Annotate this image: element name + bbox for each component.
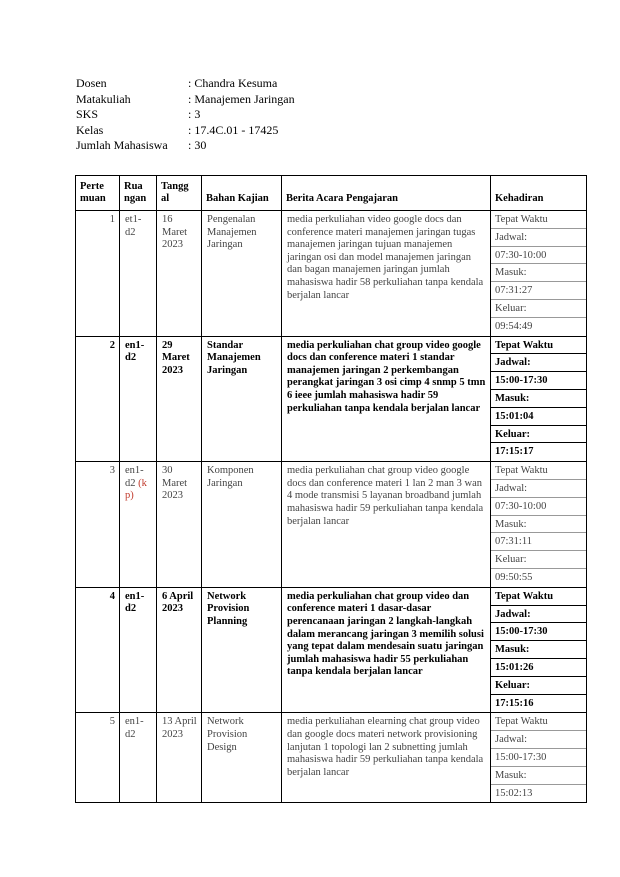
bahan-kajian-cell: Standar Manajemen Jaringan <box>202 336 282 462</box>
table-row <box>76 211 587 337</box>
col-header-ruangan: Rua ngan <box>120 176 157 211</box>
kehadiran-line: 07:30-10:00 <box>491 247 586 265</box>
tanggal-cell: 6 April 2023 <box>157 587 202 713</box>
kehadiran-line: Masuk: <box>491 264 586 282</box>
info-row-jumlah-mahasiswa <box>76 138 295 154</box>
kehadiran-line: Jadwal: <box>491 229 586 247</box>
table-row <box>76 336 587 462</box>
berita-acara-cell: media perkuliahan chat group video dan conference materi 1 dasar-dasar perencanaan jaringan 2 langkah-langkah dalam merancang jaringan 3 memilih solusi yang tepat dalam mendesain suatu jaringan jumlah mahasiswa hadir 55 perkuliahan tanpa kendala berjalan lancar <box>282 587 491 713</box>
kehadiran-line: Jadwal: <box>491 606 586 624</box>
berita-acara-cell: media perkuliahan chat group video google docs dan conference materi 1 lan 2 man 3 wan 4 mode transmisi 5 layanan broadband jumlah mahasiswa hadir 59 perkuliahan tanpa kendala berjalan lancar <box>282 462 491 588</box>
kehadiran-line: Keluar: <box>491 677 586 695</box>
info-row-dosen <box>76 76 295 92</box>
berita-acara-cell: media perkuliahan chat group video google docs dan conference materi 1 standar manajemen jaringan 2 perkembangan perangkat jaringan 3 osi cimp 4 snmp 5 tmn 6 ieee jumlah mahasiswa hadir 59 perkuliahan tanpa kendala berjalan lancar <box>282 336 491 462</box>
pertemuan-cell: 1 <box>76 211 120 337</box>
info-label: Jumlah Mahasiswa <box>76 138 168 152</box>
ruangan-cell <box>120 211 157 337</box>
kehadiran-line: 17:15:17 <box>495 446 534 458</box>
kehadiran-cell <box>491 211 587 337</box>
ruangan-value: en1- d2 <box>125 465 144 489</box>
kehadiran-cell <box>491 587 587 713</box>
kehadiran-line: 15:01:26 <box>491 659 586 677</box>
ruangan-value: en1- d2 <box>125 590 145 615</box>
kehadiran-line: 17:15:16 <box>495 697 534 709</box>
bahan-kajian-cell: Network Provision Planning <box>202 587 282 713</box>
course-info <box>76 76 295 154</box>
info-row-matakuliah <box>76 92 295 108</box>
info-label: Dosen <box>76 76 107 90</box>
col-header-kehadiran: Kehadiran <box>491 176 587 211</box>
table-header-row <box>76 176 587 211</box>
ruangan-cell <box>120 336 157 462</box>
col-header-pertemuan: Perte muan <box>76 176 120 211</box>
ruangan-value: en1- d2 <box>125 716 144 740</box>
kehadiran-line: 15:00-17:30 <box>491 623 586 641</box>
info-label: Kelas <box>76 122 104 137</box>
kehadiran-line: Keluar: <box>491 426 586 444</box>
bahan-kajian-cell: Pengenalan Manajemen Jaringan <box>202 211 282 337</box>
info-row-sks <box>76 107 295 123</box>
col-header-tanggal: Tangg al <box>157 176 202 211</box>
pertemuan-cell: 2 <box>76 336 120 462</box>
berita-acara-cell: media perkuliahan video google docs dan conference materi manajemen jaringan tugas manajemen jaringan tujuan manajemen jaringan osi dan model manajemen jaringan dan bagan manajemen jaringan jumlah mahasiswa hadir 58 perkuliahan tanpa kendala berjalan lancar <box>282 211 491 337</box>
info-value: : 30 <box>188 138 207 152</box>
info-value: : 17.4C.01 - 17425 <box>188 122 279 137</box>
kehadiran-line: 07:30-10:00 <box>491 498 586 516</box>
kehadiran-line: 15:01:04 <box>491 408 586 426</box>
kehadiran-line: 09:54:49 <box>495 320 533 332</box>
kehadiran-line: Jadwal: <box>491 354 586 372</box>
kehadiran-line: Tepat Waktu <box>491 713 586 731</box>
tanggal-cell: 30 Maret 2023 <box>157 462 202 588</box>
table-row <box>76 713 587 803</box>
ruangan-cell <box>120 713 157 803</box>
info-label: SKS <box>76 107 99 121</box>
kehadiran-line: Tepat Waktu <box>491 462 586 480</box>
kehadiran-line: 09:50:55 <box>495 571 533 583</box>
kehadiran-line: Tepat Waktu <box>491 211 586 229</box>
tanggal-cell: 29 Maret 2023 <box>157 336 202 462</box>
kehadiran-line: 07:31:27 <box>491 282 586 300</box>
bahan-kajian-cell: Network Provision Design <box>202 713 282 803</box>
pertemuan-cell: 5 <box>76 713 120 803</box>
pertemuan-cell: 3 <box>76 462 120 588</box>
col-header-berita-acara: Berita Acara Pengajaran <box>282 176 491 211</box>
ruangan-cell <box>120 587 157 713</box>
ruangan-value: et1- d2 <box>125 214 142 238</box>
table-row <box>76 587 587 713</box>
kehadiran-line: 15:02:13 <box>495 787 533 799</box>
tanggal-cell: 13 April 2023 <box>157 713 202 803</box>
kehadiran-line: Jadwal: <box>491 480 586 498</box>
info-value: : Manajemen Jaringan <box>188 91 295 106</box>
kehadiran-cell <box>491 462 587 588</box>
kehadiran-line: Masuk: <box>491 641 586 659</box>
kehadiran-line: Keluar: <box>491 300 586 318</box>
table-row <box>76 462 587 588</box>
ruangan-value: en1- d2 <box>125 339 145 364</box>
kehadiran-cell <box>491 713 587 803</box>
berita-acara-cell: media perkuliahan elearning chat group video dan google docs materi network provisioning lanjutan 1 topologi lan 2 subnetting jumlah mahasiswa hadir 59 perkuliahan tanpa kendala berjalan lancar <box>282 713 491 803</box>
info-label: Matakuliah <box>76 91 131 106</box>
info-value: : Chandra Kesuma <box>188 76 278 90</box>
bahan-kajian-cell: Komponen Jaringan <box>202 462 282 588</box>
info-value: : 3 <box>188 107 201 121</box>
berita-acara-table <box>75 175 587 803</box>
ruangan-cell <box>120 462 157 588</box>
kehadiran-line: 07:31:11 <box>491 533 586 551</box>
pertemuan-cell: 4 <box>76 587 120 713</box>
kehadiran-cell <box>491 336 587 462</box>
kehadiran-line: Keluar: <box>491 551 586 569</box>
kehadiran-line: Masuk: <box>491 767 586 785</box>
kehadiran-line: 15:00-17:30 <box>491 749 586 767</box>
kehadiran-line: Tepat Waktu <box>491 337 586 355</box>
col-header-bahan-kajian: Bahan Kajian <box>202 176 282 211</box>
table-body <box>76 211 587 803</box>
ruangan-note: (k p) <box>125 477 147 502</box>
kehadiran-line: Jadwal: <box>491 731 586 749</box>
kehadiran-line: Masuk: <box>491 516 586 534</box>
info-row-kelas <box>76 123 295 139</box>
kehadiran-line: 15:00-17:30 <box>491 372 586 390</box>
kehadiran-line: Tepat Waktu <box>491 588 586 606</box>
kehadiran-line: Masuk: <box>491 390 586 408</box>
tanggal-cell: 16 Maret 2023 <box>157 211 202 337</box>
